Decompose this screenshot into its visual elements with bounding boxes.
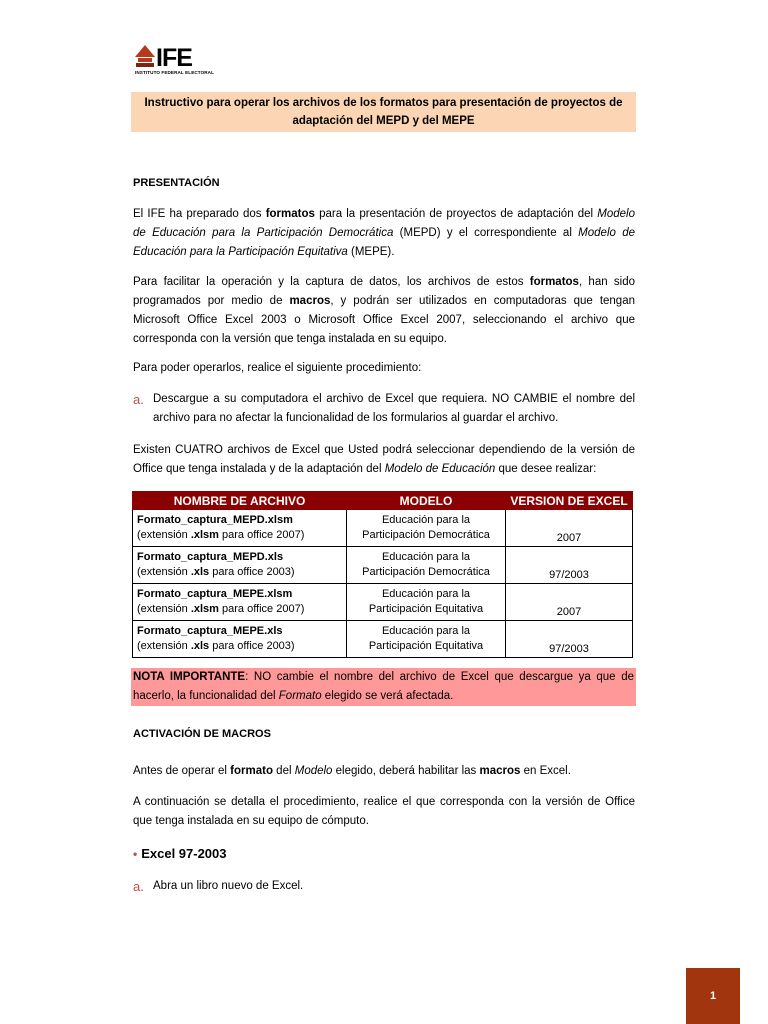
paragraph-macros-info: Para facilitar la operación y la captura de datos, los archivos de estos formatos, han sido programados por medio de macros, y podrán ser utilizados en computadoras que tengan Microsoft Office Excel 2003 o Microsoft Office Excel 2007, seleccionando el archivo que corresponda con la versión que tenga instalada en su equipo. <box>133 276 635 345</box>
document-title-text: Instructivo para operar los archivos de los formatos para presentación de proyectos de adaptación del MEPD y del MEPE <box>144 97 623 127</box>
paragraph-procedure-detail: A continuación se detalla el procedimiento, realice el que corresponda con la versión de Office que tenga instalada en su equipo de cómputo. <box>133 796 635 827</box>
cell-model: Educación para la Participación Democrática <box>347 547 506 584</box>
list-item-step-a-download <box>133 390 635 428</box>
cell-model: Educación para la Participación Democrática <box>347 510 506 547</box>
page-number: 1 <box>686 968 740 1024</box>
cell-model: Educación para la Participación Equitativa <box>347 584 506 621</box>
column-header-file: NOMBRE DE ARCHIVO <box>133 492 347 510</box>
cell-version: 2007 <box>506 510 633 547</box>
important-note <box>131 668 636 706</box>
cell-file: Formato_captura_MEPD.xlsm (extensión .xlsm para office 2007) <box>133 510 347 547</box>
list-marker: a. <box>133 392 144 407</box>
cell-file: Formato_captura_MEPD.xls (extensión .xls para office 2003) <box>133 547 347 584</box>
cell-model: Educación para la Participación Equitativa <box>347 621 506 658</box>
table-row <box>133 510 633 547</box>
list-marker: a. <box>133 879 144 894</box>
list-item-text: Descargue a su computadora el archivo de Excel que requiera. NO CAMBIE el nombre del archivo para no afectar la funcionalidad de los formularios al guardar el archivo. <box>153 393 635 424</box>
ife-emblem-icon <box>134 44 156 70</box>
subheading-excel-97-2003: • Excel 97-2003 <box>133 846 227 861</box>
bullet-icon: • <box>133 847 138 861</box>
table-row <box>133 621 633 658</box>
table-header-row <box>133 492 633 510</box>
cell-file: Formato_captura_MEPE.xls (extensión .xls para office 2003) <box>133 621 347 658</box>
list-item-step-a-open-book <box>133 877 635 896</box>
paragraph-four-files: Existen CUATRO archivos de Excel que Usted podrá seleccionar dependiendo de la versión de Office que tenga instalada y de la adaptación del Modelo de Educación que desee realizar: <box>133 444 635 475</box>
important-note-text: NOTA IMPORTANTE: NO cambie el nombre del archivo de Excel que descargue ya que de hacerlo, la funcionalidad del Formato elegido se verá afectada. <box>133 671 634 702</box>
cell-version: 2007 <box>506 584 633 621</box>
paragraph-procedure-intro: Para poder operarlos, realice el siguiente procedimiento: <box>133 362 422 374</box>
document-title <box>131 92 636 132</box>
table-row <box>133 584 633 621</box>
paragraph-enable-macros: Antes de operar el formato del Modelo elegido, deberá habilitar las macros en Excel. <box>133 765 571 777</box>
section-heading-activacion: ACTIVACIÓN DE MACROS <box>133 728 271 740</box>
column-header-version: VERSION DE EXCEL <box>506 492 633 510</box>
cell-version: 97/2003 <box>506 621 633 658</box>
logo-subtitle: INSTITUTO FEDERAL ELECTORAL <box>135 70 215 75</box>
table-row <box>133 547 633 584</box>
files-table <box>132 491 633 658</box>
cell-file: Formato_captura_MEPE.xlsm (extensión .xlsm para office 2007) <box>133 584 347 621</box>
section-heading-presentacion: PRESENTACIÓN <box>133 177 220 189</box>
column-header-model: MODELO <box>347 492 506 510</box>
paragraph-intro: El IFE ha preparado dos formatos para la presentación de proyectos de adaptación del Modelo de Educación para la Participación Democrática (MEPD) y el correspondiente al Modelo de Educación para la Participación Equitativa (MEPE). <box>133 208 635 258</box>
cell-version: 97/2003 <box>506 547 633 584</box>
logo-wordmark: IFE <box>156 44 192 72</box>
list-item-text: Abra un libro nuevo de Excel. <box>153 880 304 892</box>
ife-logo <box>134 44 224 78</box>
